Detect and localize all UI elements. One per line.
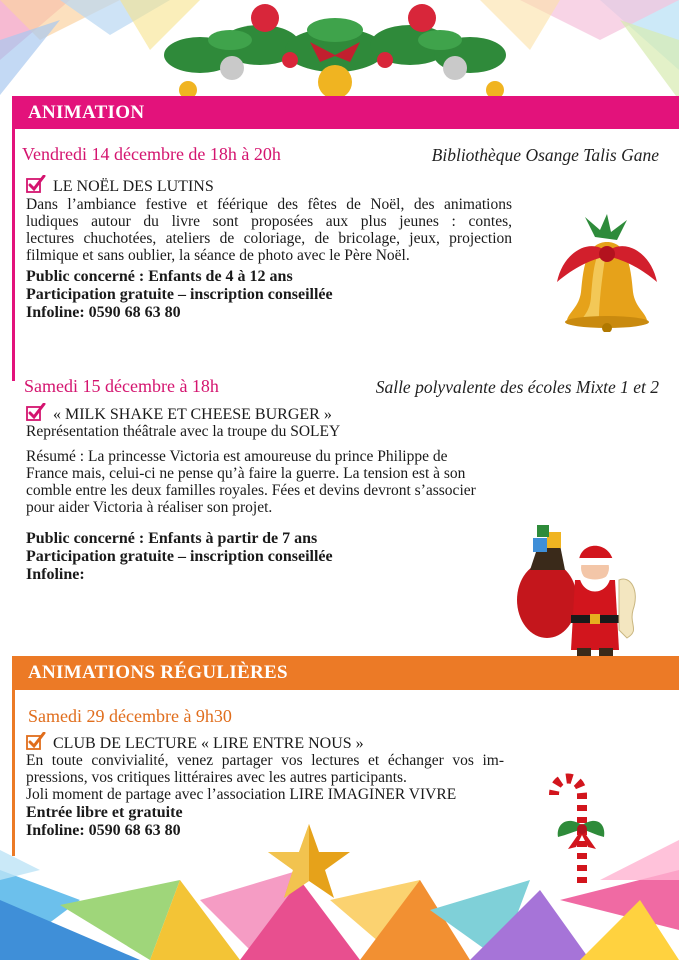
event-date: Vendredi 14 décembre de 18h à 20h [22,144,281,164]
event-title: « MILK SHAKE ET CHEESE BURGER » [53,406,332,423]
infoline-text: Infoline: 0590 68 63 80 [26,822,181,839]
event-description [26,752,504,803]
candy-cane-icon [546,765,606,887]
event-title-row [26,732,364,753]
description-line: Joli moment de partage avec l’association LIRE IMAGINER VIVRE [26,786,457,803]
event-subtitle: Représentation théâtrale avec la troupe du SOLEY [26,423,341,440]
event-details [26,530,333,584]
description-line: En toute convivialité, venez partager vos lectures et échanger vos im- [26,752,504,769]
participation-text: Participation gratuite – inscription conseillée [26,548,333,565]
section-divider-line [12,656,15,856]
event-details [26,804,183,840]
event-details [26,268,333,322]
event-venue: Bibliothèque Osange Talis Gane [431,145,659,165]
description-line: pressions, vos critiques littéraires avec les autres participants. [26,769,407,786]
event-venue: Salle polyvalente des écoles Mixte 1 et 2 [375,377,659,397]
section-header-label: ANIMATIONS RÉGULIÈRES [28,662,288,683]
summary-line: pour aider Victoria à réaliser son projet. [26,499,273,516]
infoline-text: Infoline: [26,566,85,583]
gold-star-icon [266,822,352,900]
event-date: Samedi 15 décembre à 18h [24,376,219,396]
section-header-label: ANIMATION [28,102,145,123]
event-summary [26,448,506,516]
infoline-text: Infoline: 0590 68 63 80 [26,304,181,321]
summary-line: France mais, celui-ci ne pense qu’à faire la guerre. La tension est à son [26,465,466,482]
description-line: ludiques autour du livre sont proposées aux plus jeunes : contes, [26,213,512,230]
santa-claus-icon [515,520,645,665]
event-description [26,196,512,264]
event-title: CLUB DE LECTURE « LIRE ENTRE NOUS » [53,735,364,752]
section-divider-line [12,96,15,381]
description-line: filmique et sans oublier, la séance de photo avec le Père Noël. [26,247,410,264]
participation-text: Participation gratuite – inscription conseillée [26,286,333,303]
summary-line: comble entre les deux familles royales. Fées et devins devront s’associer [26,482,476,499]
checkbox-checked-icon [26,732,46,750]
event-title-row [26,403,332,424]
section-header-regular [12,656,679,690]
event-title-row [26,175,214,196]
entry-text: Entrée libre et gratuite [26,804,183,821]
description-line: lectures chuchotées, ateliers de coloriage, de bricolage, jeux, projection [26,230,512,247]
audience-text: Public concerné : Enfants à partir de 7 ans [26,530,318,547]
event-title: LE NOËL DES LUTINS [53,178,214,195]
audience-text: Public concerné : Enfants de 4 à 12 ans [26,268,293,285]
description-line: Dans l’ambiance festive et féérique des fêtes de Noël, des animations [26,196,512,213]
summary-line: Résumé : La princesse Victoria est amoureuse du prince Philippe de [26,448,448,465]
section-header-animation [12,96,679,129]
event-date: Samedi 29 décembre à 9h30 [28,706,232,726]
christmas-bell-icon [555,212,660,332]
checkbox-checked-icon [26,403,46,421]
checkbox-checked-icon [26,175,46,193]
